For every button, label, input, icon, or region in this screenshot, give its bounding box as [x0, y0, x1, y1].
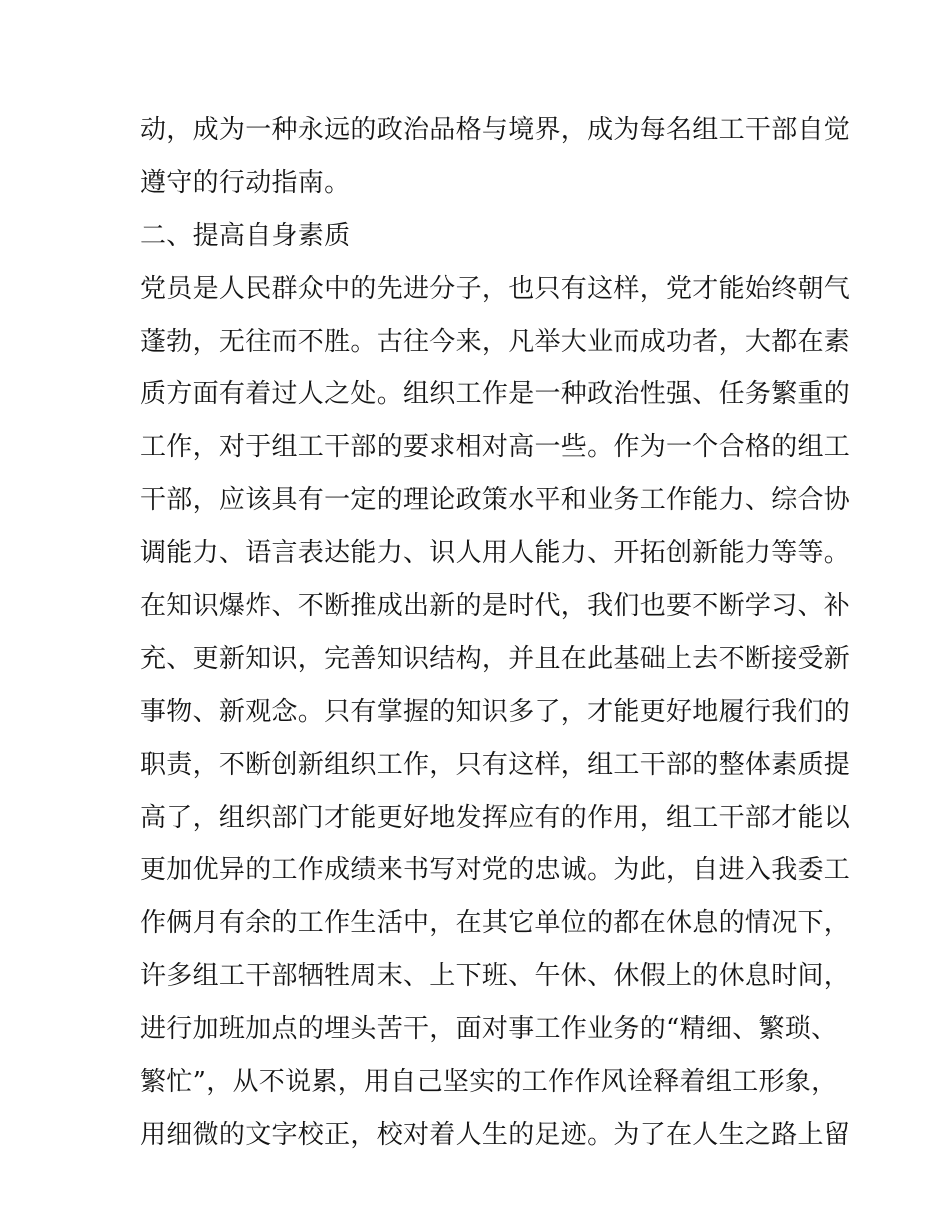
text-line: 繁忙”，从不说累，用自己坚实的工作作风诠释着组工形象，: [140, 1067, 838, 1098]
text-line: 干部，应该具有一定的理论政策水平和业务工作能力、综合协: [140, 485, 851, 516]
text-line: 蓬勃，无往而不胜。古往今来，凡举大业而成功者，大都在素: [140, 326, 851, 357]
text-line: 遵守的行动指南。: [140, 167, 351, 198]
text-line: 高了，组织部门才能更好地发挥应有的作用，组工干部才能以: [140, 802, 851, 833]
text-line: 充、更新知识，完善知识结构，并且在此基础上去不断接受新: [140, 643, 851, 674]
text-line: 在知识爆炸、不断推成出新的是时代，我们也要不断学习、补: [140, 591, 851, 622]
text-line: 党员是人民群众中的先进分子，也只有这样，党才能始终朝气: [140, 273, 851, 304]
text-line: 质方面有着过人之处。组织工作是一种政治性强、任务繁重的: [140, 379, 851, 410]
text-line: 进行加班加点的埋头苦干，面对事工作业务的“精细、繁琐、: [140, 1014, 838, 1045]
body-text: [140, 104, 851, 1162]
text-line: 更加优异的工作成绩来书写对党的忠诚。为此，自进入我委工: [140, 855, 851, 886]
text-line: 事物、新观念。只有掌握的知识多了，才能更好地履行我们的: [140, 696, 851, 727]
text-line: 许多组工干部牺牲周末、上下班、午休、休假上的休息时间，: [140, 961, 851, 992]
text-line: 工作，对于组工干部的要求相对高一些。作为一个合格的组工: [140, 432, 851, 463]
text-line: 职责，不断创新组织工作，只有这样，组工干部的整体素质提: [140, 749, 851, 780]
text-line: 调能力、语言表达能力、识人用人能力、开拓创新能力等等。: [140, 538, 851, 569]
text-line: 用细微的文字校正，校对着人生的足迹。为了在人生之路上留: [140, 1119, 851, 1150]
text-line: 动，成为一种永远的政治品格与境界，成为每名组工干部自觉: [140, 115, 851, 145]
text-line: 作俩月有余的工作生活中，在其它单位的都在休息的情况下，: [140, 908, 851, 939]
section-heading: 二、提高自身素质: [140, 220, 351, 251]
